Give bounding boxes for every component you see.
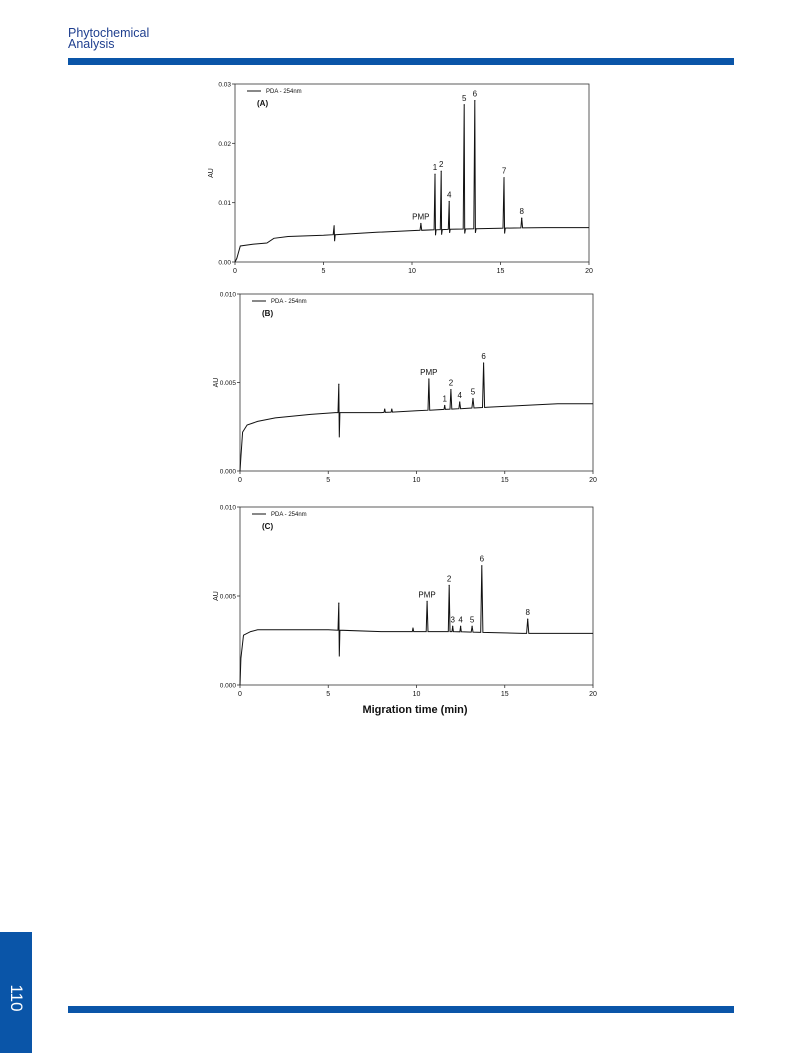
y-tick-label: 0.000 (219, 682, 236, 690)
y-tick-label: 0.010 (219, 504, 236, 512)
peak-label: 4 (457, 390, 462, 400)
x-tick-label: 20 (589, 477, 597, 484)
peak-point (338, 384, 339, 385)
peak-point (428, 378, 429, 379)
peak-point (481, 565, 482, 566)
y-axis-label: AU (213, 591, 220, 601)
legend-label: PDA - 254nm (271, 512, 307, 518)
y-tick-label: 0.01 (218, 200, 231, 208)
x-axis-title: Migration time (min) (362, 704, 468, 716)
y-tick-label: 0.03 (218, 81, 231, 89)
x-tick-label: 5 (326, 691, 331, 698)
peak-label: 6 (479, 554, 485, 564)
peak-point (426, 601, 427, 602)
journal-title-line-2: Analysis (68, 37, 115, 51)
peak-label: 8 (519, 207, 524, 217)
peak-label: 6 (481, 352, 486, 362)
peak-point (441, 171, 442, 172)
panel-label: (C) (262, 522, 274, 531)
peak-point (472, 398, 473, 399)
panel-label: (A) (257, 99, 269, 108)
y-axis-label: AU (213, 377, 220, 388)
peak-point (434, 174, 435, 175)
peak-label: PMP (420, 367, 438, 377)
y-tick-label: 0.010 (219, 291, 236, 299)
chart-panel-2 (213, 292, 597, 485)
y-tick-label: 0.005 (219, 593, 236, 601)
peak-label: 8 (525, 608, 530, 618)
x-tick-label: 10 (408, 268, 416, 275)
peak-point (334, 225, 335, 226)
peak-label: PMP (418, 590, 436, 600)
x-tick-label: 15 (496, 268, 505, 275)
x-tick-label: 20 (585, 268, 593, 275)
x-tick-label: 15 (500, 691, 509, 698)
peak-point (412, 627, 413, 628)
peak-point (474, 100, 475, 101)
y-axis-label: AU (208, 168, 215, 178)
peak-point (452, 626, 453, 627)
peak-label: 4 (446, 190, 452, 200)
peak-label: 3 (450, 615, 455, 625)
x-tick-label: 0 (238, 691, 242, 698)
peak-label: 5 (470, 387, 476, 397)
page-number: 110 (7, 984, 26, 1012)
peak-label: 5 (469, 615, 475, 625)
x-tick-label: 15 (500, 477, 509, 484)
panel-label: (B) (262, 309, 274, 318)
journal-title-line-1: Phytochemical (68, 26, 150, 40)
peak-point (450, 389, 451, 390)
x-tick-label: 10 (412, 691, 421, 698)
legend-label: PDA - 254nm (266, 89, 302, 95)
plot-frame (240, 507, 593, 685)
peak-point (471, 626, 472, 627)
plot-frame (240, 294, 593, 471)
peak-label: 2 (446, 574, 452, 584)
peak-point (420, 223, 421, 224)
peak-label: 7 (501, 166, 507, 176)
peak-point (391, 408, 392, 409)
peak-label: 1 (442, 394, 447, 404)
peak-point (521, 217, 522, 218)
peak-label: 2 (438, 160, 444, 170)
trace-line (235, 101, 589, 262)
peak-label: 1 (432, 163, 438, 173)
peak-point (459, 401, 460, 402)
chart-panel-3 (213, 505, 597, 699)
peak-label: 5 (461, 93, 467, 103)
peak-label: PMP (412, 212, 430, 222)
peak-point (460, 626, 461, 627)
trace-line (240, 363, 593, 471)
y-tick-label: 0.005 (219, 380, 236, 387)
x-tick-label: 0 (233, 268, 237, 275)
y-tick-label: 0.000 (219, 468, 236, 476)
y-tick-label: 0.00 (218, 259, 231, 267)
peak-point (483, 362, 484, 363)
x-tick-label: 5 (326, 477, 331, 484)
chart-panel-1 (208, 82, 593, 276)
x-tick-label: 20 (589, 691, 597, 698)
peak-label: 2 (448, 378, 454, 388)
x-tick-label: 10 (412, 477, 421, 484)
plot-frame (235, 84, 589, 262)
x-tick-label: 0 (238, 477, 242, 484)
peak-label: 6 (472, 89, 478, 99)
peak-point (338, 603, 339, 604)
peak-point (527, 619, 528, 620)
peak-label: 4 (458, 615, 463, 625)
peak-point (384, 408, 385, 409)
footer-rule (68, 1006, 734, 1013)
peak-point (449, 585, 450, 586)
peak-point (444, 405, 445, 406)
x-tick-label: 5 (321, 268, 326, 275)
peak-point (464, 104, 465, 105)
y-tick-label: 0.02 (218, 140, 231, 148)
peak-point (503, 177, 504, 178)
legend-label: PDA - 254nm (271, 299, 307, 305)
trace-line (240, 566, 593, 685)
peak-point (449, 201, 450, 202)
